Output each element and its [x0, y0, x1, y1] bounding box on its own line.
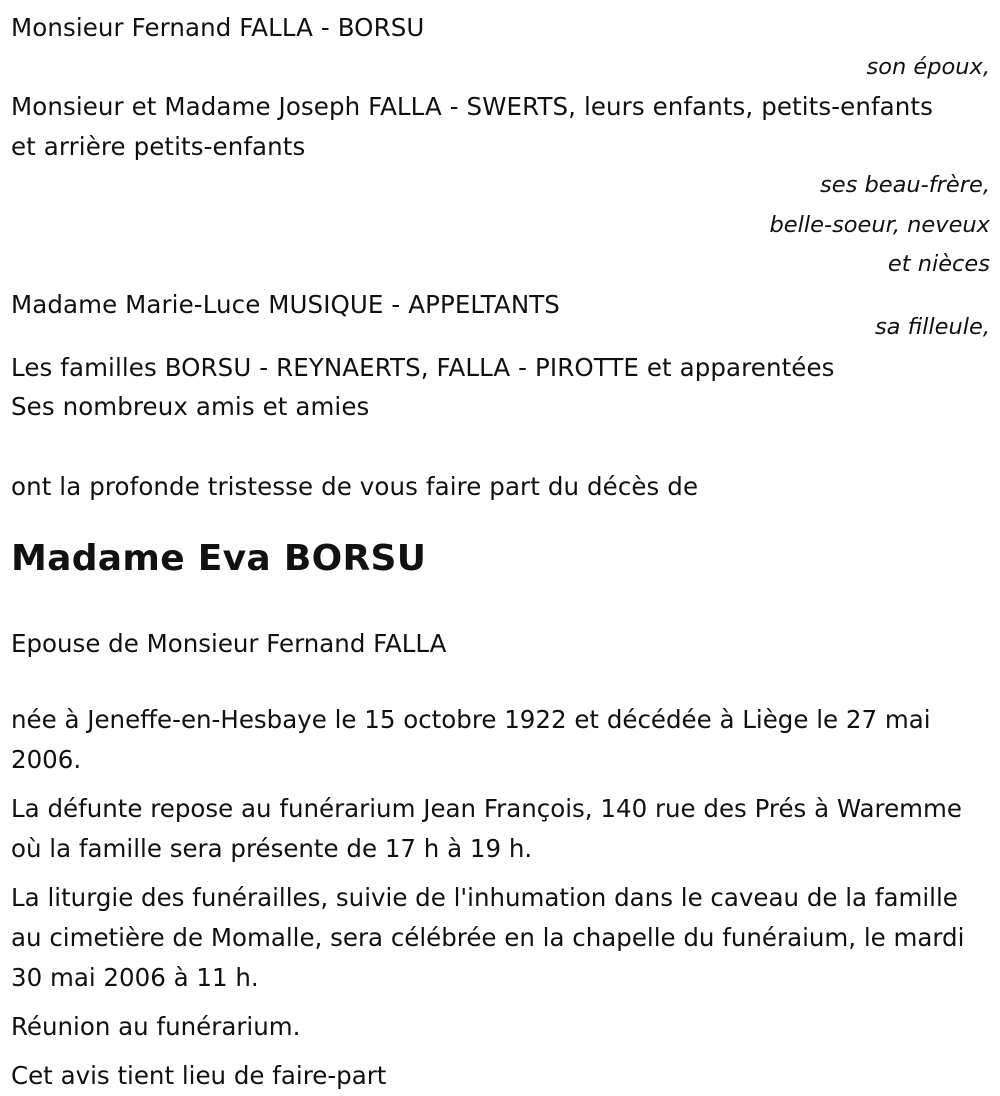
mourner-name: Les familles BORSU - REYNAERTS, FALLA - PIROTTE et apparentées	[11, 352, 835, 382]
mourner-relation: son époux,	[866, 53, 990, 80]
mourner-name: Monsieur Fernand FALLA - BORSU	[11, 13, 425, 42]
spouse-line: Epouse de Monsieur Fernand FALLA	[11, 629, 447, 658]
announcement-text: ont la profonde tristesse de vous faire part du décès de	[11, 471, 699, 501]
mourner-name: Monsieur et Madame Joseph FALLA - SWERTS, leurs enfants, petits-enfants et arrière petits-enfants	[11, 92, 933, 161]
gathering-paragraph: Réunion au funérarium.	[11, 1012, 301, 1041]
mourner-relation: et nièces	[887, 251, 990, 277]
deceased-name: Madame Eva BORSU	[11, 538, 427, 579]
liturgy-paragraph: La liturgie des funérailles, suivie de l'inhumation dans le caveau de la famille au cimetière de Momalle, sera célébrée en la chapelle du funéraium, le mardi 30 mai 2006 à 11 h.	[11, 883, 965, 992]
mourner-name: Ses nombreux amis et amies	[11, 392, 370, 421]
mourner-relation: ses beau-frère,	[820, 172, 990, 198]
mourner-name: Madame Marie-Luce MUSIQUE - APPELTANTS	[11, 289, 560, 319]
mourner-relation: sa filleule,	[874, 314, 990, 340]
notice-paragraph: Cet avis tient lieu de faire-part	[11, 1061, 387, 1090]
funerarium-paragraph: La défunte repose au funérarium Jean François, 140 rue des Prés à Waremme où la famille sera présente de 17 h à 19 h.	[11, 794, 962, 863]
birth-death-paragraph: née à Jeneffe-en-Hesbaye le 15 octobre 1922 et décédée à Liège le 27 mai 2006.	[11, 705, 931, 774]
mourner-relation: belle-soeur, neveux	[769, 211, 990, 238]
